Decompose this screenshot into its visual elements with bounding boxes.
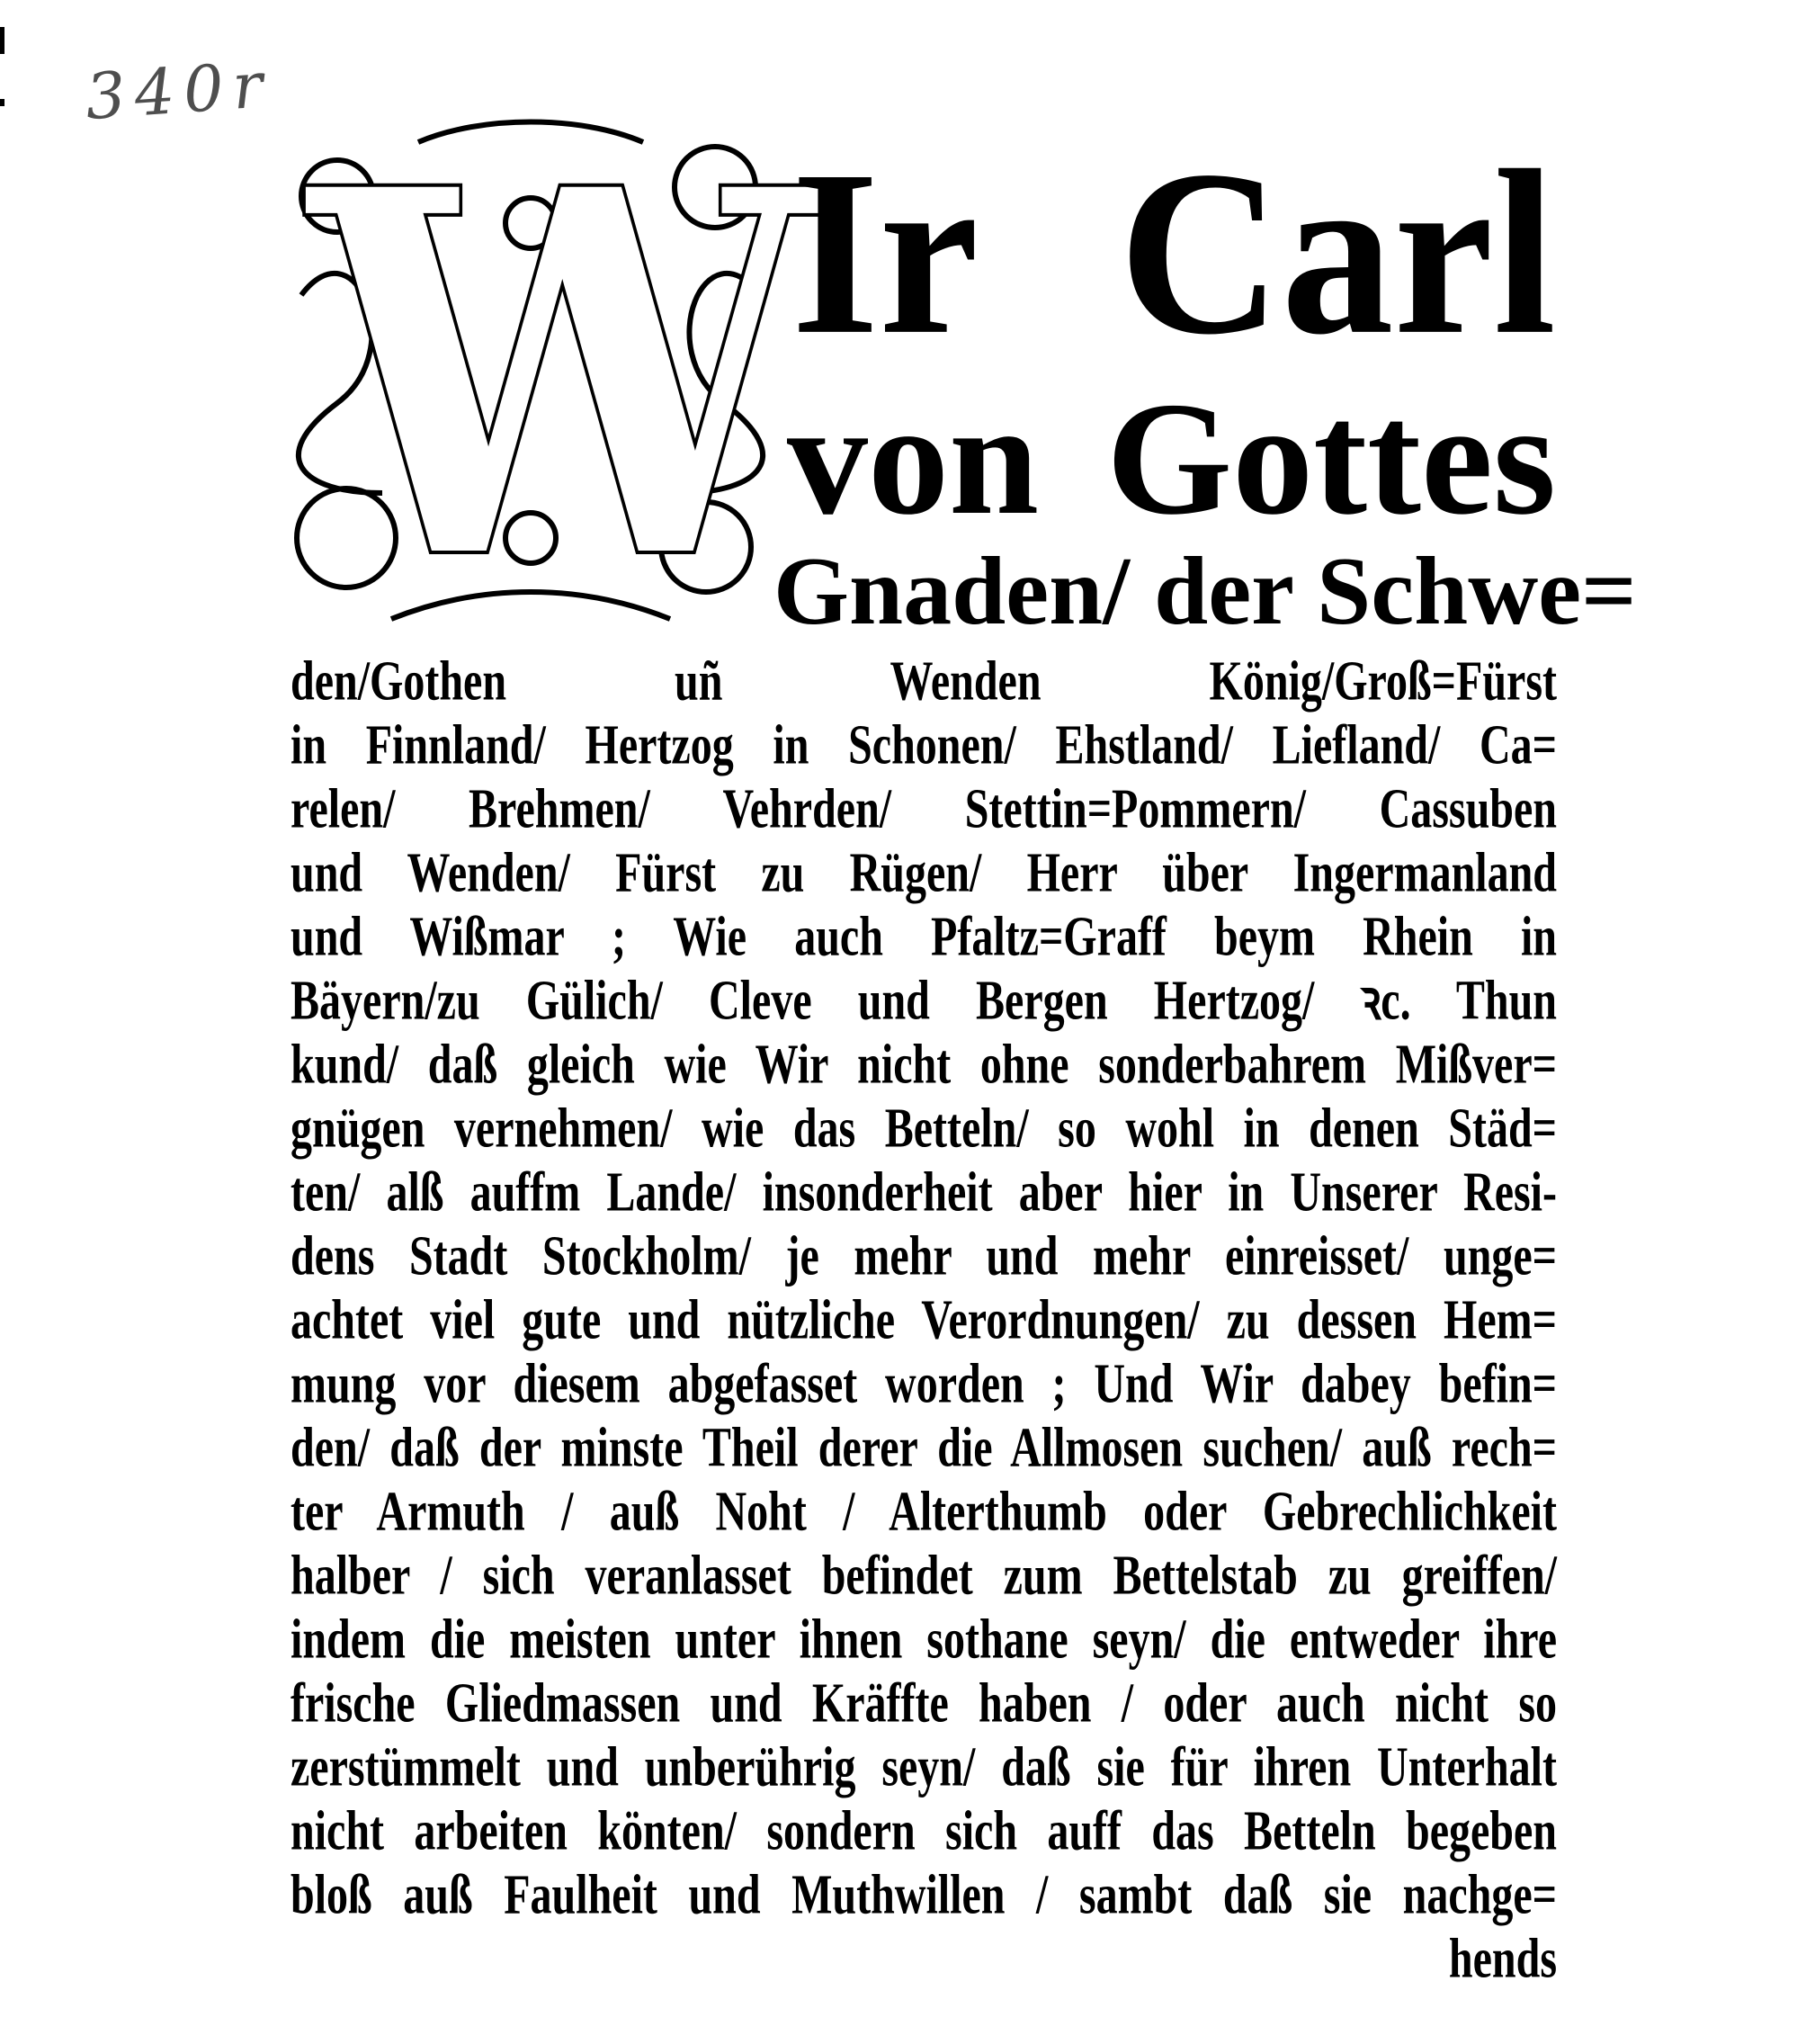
text-line: den/Gothen uñ Wenden König/Groß=Fürst <box>291 650 1557 713</box>
text-line: indem die meisten unter ihnen sothane seyn/ die entweder ihre <box>291 1609 1557 1671</box>
handwritten-folio-number: 340r <box>83 47 274 135</box>
text-line: und Wenden/ Fürst zu Rügen/ Herr über Ingermanland <box>291 842 1557 904</box>
text-line: kund/ daß gleich wie Wir nicht ohne sonderbahrem Mißver= <box>291 1034 1557 1096</box>
text-line: Bäyern/zu Gülich/ Cleve und Bergen Hertzog/ ꝛc. Thun <box>291 970 1557 1032</box>
text-line: gnügen vernehmen/ wie das Betteln/ so wohl in denen Städ= <box>291 1098 1557 1160</box>
proclamation-body <box>291 650 1557 1991</box>
scan-edge-mark <box>0 99 4 106</box>
text-line: achtet viel gute und nützliche Verordnungen/ zu dessen Hem= <box>291 1289 1557 1351</box>
text-line: ten/ alß auffm Lande/ insonderheit aber hier in Unserer Resi- <box>291 1161 1557 1224</box>
text-line: und Wißmar ; Wie auch Pfaltz=Graff beym Rhein in <box>291 906 1557 968</box>
catchword: hends <box>1448 1928 1557 1990</box>
initial-letter: W <box>308 80 818 672</box>
text-line: den/ daß der minste Theil derer die Allmosen suchen/ auß rech= <box>291 1417 1557 1479</box>
text-line: halber / sich veranlasset befindet zum Bettelstab zu greiffen/ <box>291 1545 1557 1607</box>
text-line: nicht arbeiten könten/ sondern sich auff das Betteln begeben <box>291 1800 1557 1862</box>
heading-line-3: Gnaden/ der Schwe= <box>773 538 1637 645</box>
scan-edge-mark <box>0 27 4 54</box>
text-line: in Finnland/ Hertzog in Schonen/ Ehstland/ Liefland/ Ca= <box>291 714 1557 776</box>
heading-line-2: von Gottes <box>787 369 1556 548</box>
text-line: dens Stadt Stockholm/ je mehr und mehr einreisset/ unge= <box>291 1225 1557 1287</box>
text-line: zerstümmelt und unberührig seyn/ daß sie für ihren Unterhalt <box>291 1736 1557 1798</box>
text-line: frische Gliedmassen und Kräffte haben / oder auch nicht so <box>291 1672 1557 1735</box>
text-line: mung vor diesem abgefasset worden ; Und Wir dabey befin= <box>291 1353 1557 1415</box>
heading-line-1: Ir Carl <box>791 121 1556 384</box>
text-line: bloß auß Faulheit und Muthwillen / sambt daß sie nachge= <box>291 1864 1557 1926</box>
text-line: ter Armuth / auß Noht / Alterthumb oder Gebrechlichkeit <box>291 1481 1557 1543</box>
text-line: relen/ Brehmen/ Vehrden/ Stettin=Pommern/ Cassuben <box>291 778 1557 840</box>
decorated-initial <box>283 80 818 672</box>
